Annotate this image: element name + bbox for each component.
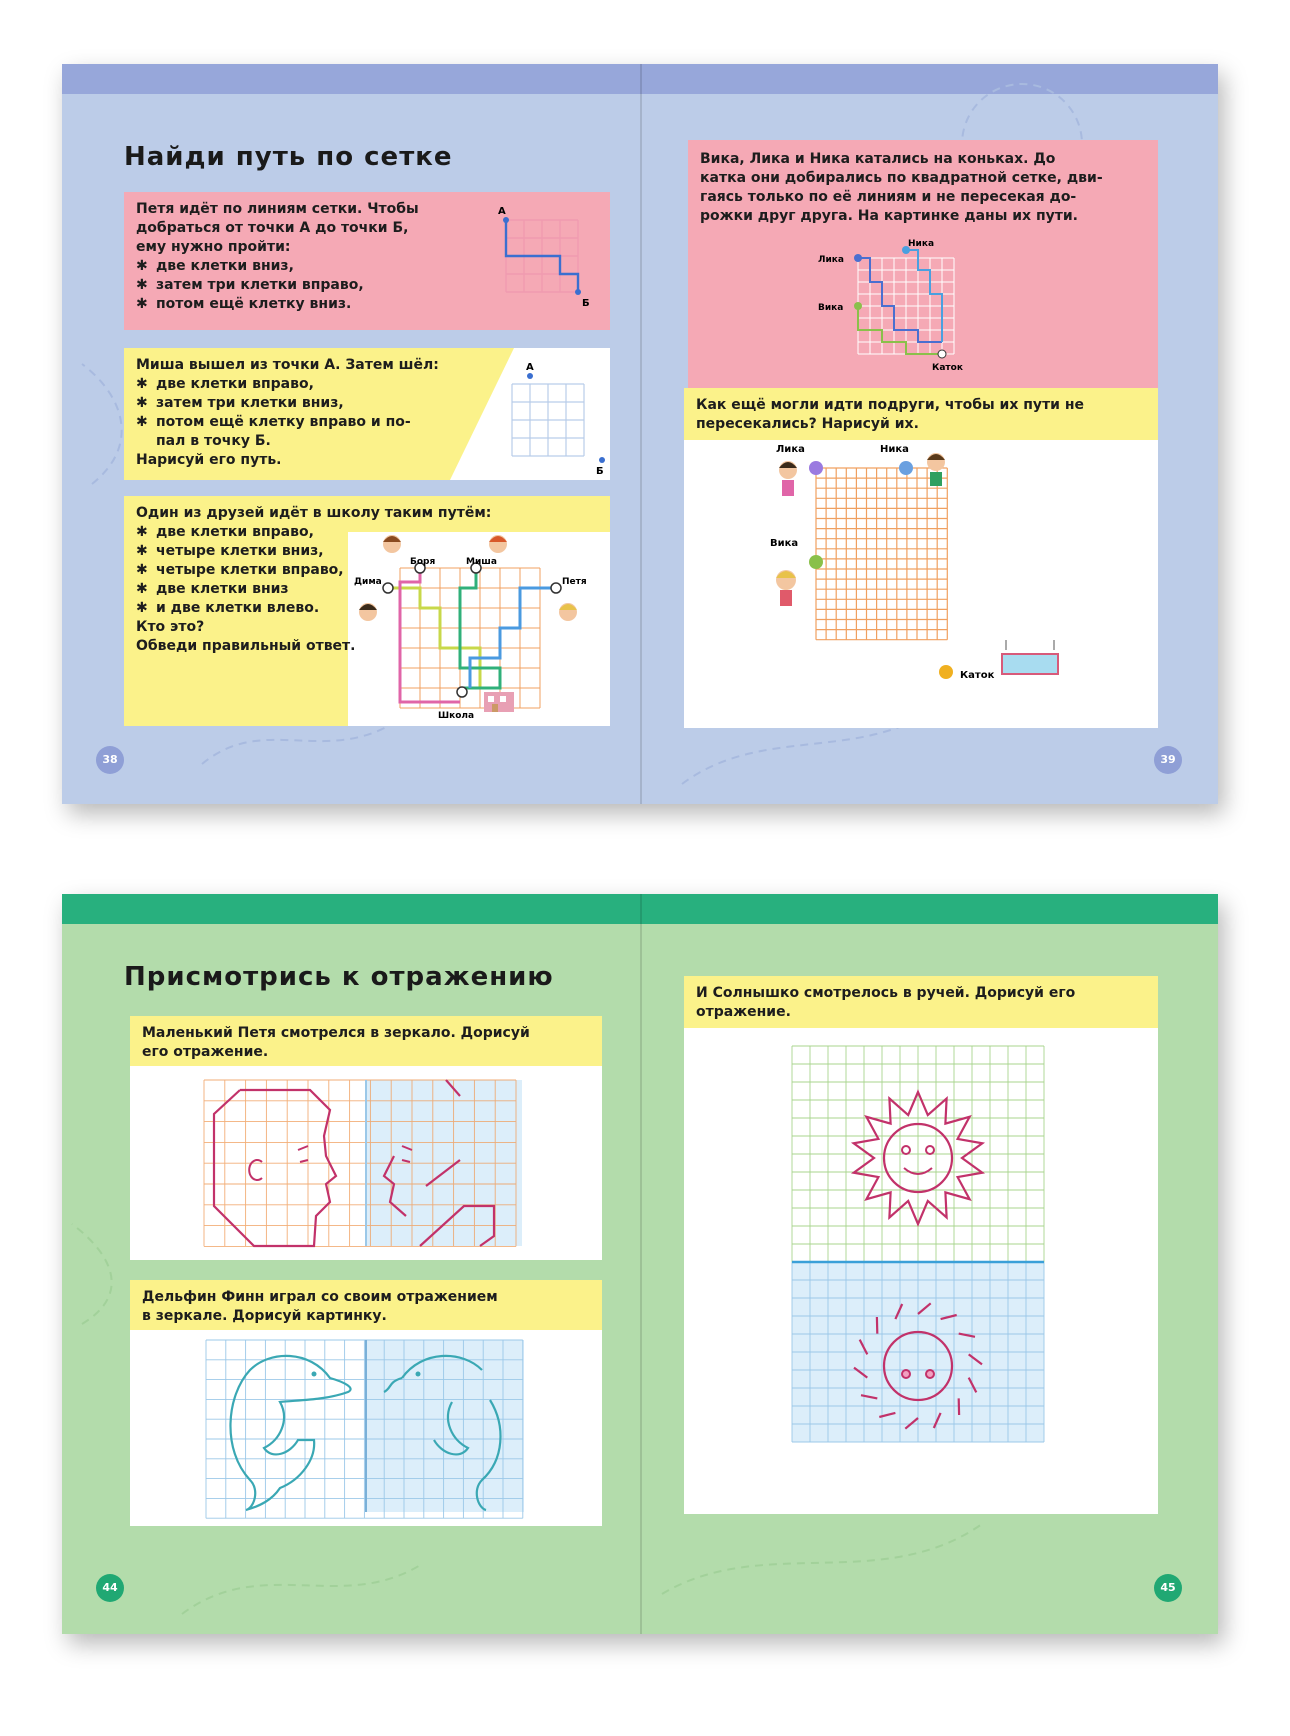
instruction-text: Обведи правильный ответ. (136, 638, 356, 654)
task-mirror-sun (684, 976, 1158, 1514)
mirror-dolphin-grid (130, 1330, 602, 1526)
bullet-item: ✱ две клетки вправо, (136, 376, 314, 392)
star-bullet-icon: ✱ (136, 376, 148, 392)
name-label: Лика (776, 444, 805, 455)
text-line: катка они добирались по квадратной сетке, дви- (700, 170, 1103, 186)
bullet-item: ✱ затем три клетки вниз, (136, 395, 344, 411)
name-label: Лика (818, 255, 844, 265)
grid-petya (486, 200, 606, 320)
bullet-item: ✱ потом ещё клетку вниз. (136, 296, 352, 312)
page-title: Найди путь по сетке (124, 142, 453, 172)
name-label: Петя (562, 577, 587, 587)
route-nika (906, 250, 942, 342)
name-label: Вика (770, 538, 799, 549)
text-line: пересекались? Нарисуй их. (696, 416, 919, 432)
boy-face-icon (383, 535, 401, 553)
page-number-right: 39 (1154, 746, 1182, 774)
girl-nika-icon (927, 453, 945, 486)
name-label: Боря (410, 557, 436, 567)
label-a: А (526, 362, 534, 373)
bullet-item: ✱ две клетки вниз, (136, 258, 294, 274)
task-draw-paths (684, 388, 1158, 728)
star-bullet-icon: ✱ (136, 581, 148, 597)
task-school-path (124, 496, 610, 726)
rink-label: Каток (932, 363, 963, 373)
star-bullet-icon: ✱ (136, 277, 148, 293)
route-dima (388, 588, 480, 688)
spread-pages-38-39 (62, 64, 1218, 804)
text-line: Петя идёт по линиям сетки. Чтобы (136, 201, 419, 217)
task-mirror-face (130, 1016, 602, 1260)
text-line: Нарисуй его путь. (136, 452, 282, 468)
text-line: Вика, Лика и Ника катались на коньках. До (700, 151, 1056, 167)
girl-vika-icon (776, 570, 796, 606)
skating-grid (798, 236, 1018, 386)
bullet-item: ✱ затем три клетки вправо, (136, 277, 364, 293)
star-bullet-icon: ✱ (136, 543, 148, 559)
task-misha-path (124, 348, 610, 480)
star-bullet-icon: ✱ (136, 258, 148, 274)
rink-label: Каток (960, 670, 995, 681)
school-routes-grid (348, 532, 610, 726)
bullet-item: ✱ и две клетки влево. (136, 600, 320, 616)
mirror-face-grid (130, 1066, 602, 1260)
text-line: И Солнышко смотрелось в ручей. Дорисуй его (696, 985, 1076, 1001)
text-line: Маленький Петя смотрелся в зеркало. Дорисуй (142, 1025, 530, 1041)
school-building-icon (484, 692, 514, 712)
name-label: Ника (908, 239, 935, 249)
bullet-item: ✱ две клетки вниз (136, 581, 289, 597)
label-b: Б (596, 466, 604, 477)
grid-misha (494, 360, 610, 478)
boy-face-icon (359, 603, 377, 621)
question-text: Кто это? (136, 619, 205, 635)
page-number-left: 44 (96, 1574, 124, 1602)
bullet-item: ✱ потом ещё клетку вправо и по- (136, 414, 411, 430)
boy-face-icon (489, 535, 507, 553)
page-number-left: 38 (96, 746, 124, 774)
text-line: Один из друзей идёт в школу таким путём: (136, 505, 492, 521)
girl-lika-icon (779, 461, 797, 496)
text-line: ему нужно пройти: (136, 239, 291, 255)
text-line: его отражение. (142, 1044, 269, 1060)
route-petya (470, 588, 556, 688)
text-line: пал в точку Б. (156, 433, 271, 449)
school-label: Школа (438, 711, 475, 721)
empty-paths-grid (684, 440, 1158, 728)
start-point-nika (899, 461, 913, 475)
ice-rink-icon (1002, 640, 1058, 674)
name-label: Вика (818, 303, 844, 313)
mirror-sun-grid (684, 1028, 1158, 1514)
boy-face-icon (559, 603, 577, 621)
page-number-right: 45 (1154, 1574, 1182, 1602)
end-point-rink (939, 665, 953, 679)
star-bullet-icon: ✱ (136, 562, 148, 578)
label-b: Б (582, 298, 590, 309)
star-bullet-icon: ✱ (136, 414, 148, 430)
page-fold (640, 64, 642, 804)
name-label: Ника (880, 444, 909, 455)
spread-pages-44-45 (62, 894, 1218, 1634)
name-label: Дима (354, 577, 382, 587)
text-line: Как ещё могли идти подруги, чтобы их пути не (696, 397, 1085, 413)
star-bullet-icon: ✱ (136, 296, 148, 312)
page-title: Присмотрись к отражению (124, 962, 554, 992)
start-point-vika (809, 555, 823, 569)
star-bullet-icon: ✱ (136, 524, 148, 540)
page-fold (640, 894, 642, 1634)
name-label: Миша (466, 557, 497, 567)
face-profile-drawing (214, 1090, 336, 1246)
dolphin-drawing (230, 1356, 350, 1510)
bullet-item: ✱ четыре клетки вправо, (136, 562, 344, 578)
text-line: в зеркале. Дорисуй картинку. (142, 1308, 387, 1324)
star-bullet-icon: ✱ (136, 600, 148, 616)
label-a: А (498, 206, 506, 217)
bullet-item: ✱ четыре клетки вниз, (136, 543, 324, 559)
start-point-lika (809, 461, 823, 475)
task-petya-path (124, 192, 610, 330)
bullet-item: ✱ две клетки вправо, (136, 524, 314, 540)
text-line: Дельфин Финн играл со своим отражением (142, 1289, 498, 1305)
text-line: добраться от точки А до точки Б, (136, 220, 409, 236)
text-line: гаясь только по её линиям и не пересекая до- (700, 189, 1077, 205)
text-line: Миша вышел из точки А. Затем шёл: (136, 357, 439, 373)
text-line: рожки друг друга. На картинке даны их пути. (700, 208, 1078, 224)
task-mirror-dolphin (130, 1280, 602, 1526)
star-bullet-icon: ✱ (136, 395, 148, 411)
text-line: отражение. (696, 1004, 791, 1020)
task-skating-paths (688, 140, 1158, 390)
